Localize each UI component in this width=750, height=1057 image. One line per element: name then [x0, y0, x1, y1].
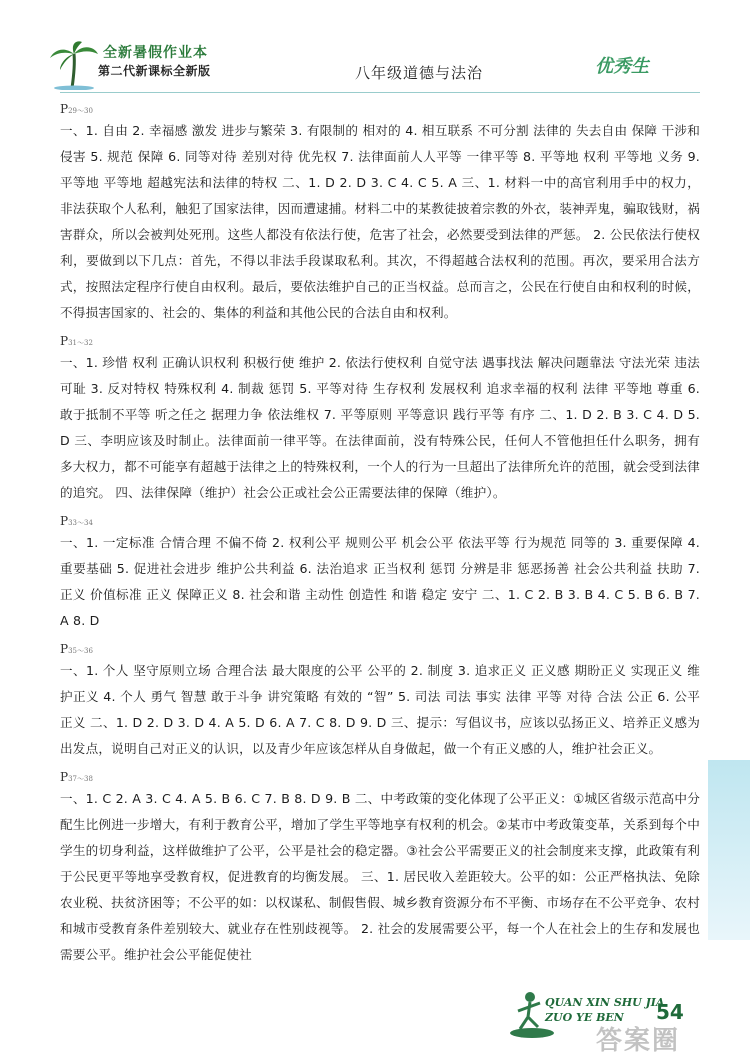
footer-pinyin-line2: ZUO YE BEN	[545, 1011, 624, 1024]
watermark: 答案圈	[596, 1026, 681, 1056]
series-title: 全新暑假作业本	[103, 45, 208, 61]
answer-section	[60, 640, 700, 762]
series-subtitle: 第二代新课标全新版	[98, 64, 211, 78]
answer-section	[60, 100, 700, 326]
answer-text: 一、1. 珍惜 权利 正确认识权利 积极行使 维护 2. 依法行使权利 自觉守法 遇事找法 解决问题靠法 守法光荣 违法可耻 3. 反对特权 特殊权利 4. 制裁 惩罚 5. 平等对待 生存权利 发展权利 追求幸福的权利 法律 平等地 尊重 6. 敢于抵制不平等 听之任之 据理力争 依法维权 7. 平等原则 平等意识 践行平等 有序 二、1. D 2. B 3. C 4. D 5. D 三、李明应该及时制止。法律面前一律平等。在法律面前，没有特殊公民，任何人不管他担任什么职务，拥有多大权力，都不可能享有超越于法律之上的特殊权利，一个人的行为一旦超出了法律所允许的范围，就会受到法律的追究。 四、法律保障（维护）社会公正或社会公正需要法律的保障（维护）。	[60, 355, 700, 500]
page-reference: P35～36	[60, 642, 93, 656]
brand-logo: 优秀生	[595, 56, 649, 77]
side-decoration	[708, 760, 750, 940]
series-logo	[48, 40, 248, 90]
answer-text: 一、1. 一定标准 合情合理 不偏不倚 2. 权利公平 规则公平 机会公平 依法平等 行为规范 同等的 3. 重要保障 4. 重要基础 5. 促进社会进步 维护公共利益 6. 法治追求 正当权利 惩罚 分辨是非 惩恶扬善 社会公共利益 扶助 7. 正义 价值标准 正义 保障正义 8. 社会和谐 主动性 创造性 和谐 稳定 安宁 二、1. C 2. B 3. B 4. C 5. B 6. B 7. A 8. D	[60, 535, 700, 628]
header-divider	[60, 92, 700, 93]
answer-content	[60, 96, 700, 974]
subject-title: 八年级道德与法治	[355, 64, 484, 82]
answer-text: 一、1. 自由 2. 幸福感 激发 进步与繁荣 3. 有限制的 相对的 4. 相互联系 不可分割 法律的 失去自由 保障 干涉和侵害 5. 规范 保障 6. 同等对待 差别对待 优先权 7. 法律面前人人平等 一律平等 8. 平等地 权利 平等地 义务 9. 平等地 平等地 超越宪法和法律的特权 二、1. D 2. D 3. C 4. C 5. A 三、1. 材料一中的高官利用手中的权力，非法获取个人私利，触犯了国家法律，因而遭逮捕。材料二中的某教徒披着宗教的外衣，装神弄鬼，骗取钱财，祸害群众，所以会被判处死刑。这些人都没有依法行使，危害了社会，必然要受到法律的严惩。 2. 公民依法行使权利，要做到以下几点：首先，不得以非法手段谋取私利。其次，不得超越合法权利的范围。再次，要采用合法方式，按照法定程序行使自由权利。最后，要依法维护自己的正当权益。总而言之，公民在行使自由和权利的时候，不得损害国家的、社会的、集体的利益和其他公民的合法自由和权利。	[60, 123, 700, 320]
palm-tree-icon	[48, 40, 100, 90]
answer-section	[60, 768, 700, 968]
answer-section	[60, 332, 700, 506]
answer-text: 一、1. 个人 坚守原则立场 合理合法 最大限度的公平 公平的 2. 制度 3. 追求正义 正义感 期盼正义 实现正义 维护正义 4. 个人 勇气 智慧 敢于斗争 讲究策略 有效的 “智” 5. 司法 司法 事实 法律 平等 对待 合法 公正 6. 公平正义 二、1. D 2. D 3. D 4. A 5. D 6. A 7. C 8. D 9. D 三、提示：写倡议书，应该以弘扬正义、培养正义感为出发点，说明自己对正义的认识，以及青少年应该怎样从自身做起，做一个有正义感的人，维护社会正义。	[60, 663, 700, 756]
page-reference: P37～38	[60, 770, 93, 784]
page-number: 54	[656, 1000, 684, 1024]
page-header	[0, 0, 750, 95]
page-reference: P33～34	[60, 514, 93, 528]
page-reference: P29～30	[60, 102, 93, 116]
page-reference: P31～32	[60, 334, 93, 348]
answer-section	[60, 512, 700, 634]
answer-text: 一、1. C 2. A 3. C 4. A 5. B 6. C 7. B 8. D 9. B 二、中考政策的变化体现了公平正义：①城区省级示范高中分配生比例进一步增大，有利于教育公平，增加了学生平等地享有权利的机会。②某市中考政策变革，关系到每个中学生的切身利益，这样做维护了公平，公平是社会的稳定器。③社会公平需要正义的社会制度来支撑，此政策有利于公民更平等地享受教育权，促进教育的均衡发展。 三、1. 居民收入差距较大。公平的如：公正严格执法、免除农业税、扶贫济困等；不公平的如：以权谋私、制假售假、城乡教育资源分布不平衡、市场存在不公平竞争、农村和城市受教育条件差别较大、就业存在性别歧视等。 2. 社会的发展需要公平，每一个人在社会上的生存和发展也需要公平。维护社会公平能促使社	[60, 791, 701, 962]
footer-pinyin-line1: QUAN XIN SHU JIA	[545, 996, 665, 1009]
